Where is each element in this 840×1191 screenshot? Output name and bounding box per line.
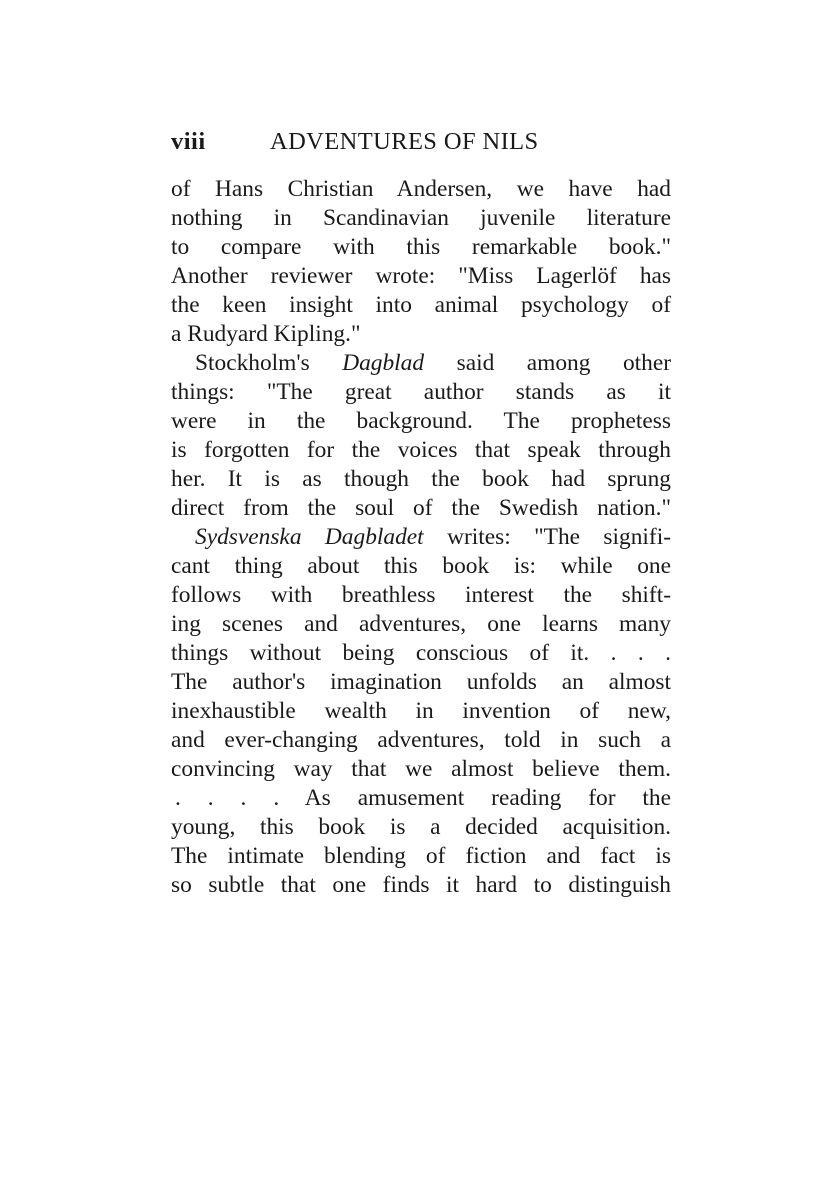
text-segment: follows with breathless interest the shift- (171, 582, 671, 608)
text-segment: said among other (424, 350, 672, 376)
text-segment: ing scenes and adventures, one learns many (171, 611, 671, 637)
text-line (171, 697, 671, 726)
running-head (171, 126, 671, 158)
text-line (171, 523, 671, 552)
text-line (171, 871, 671, 900)
text-line (171, 175, 671, 204)
text-segment: is forgotten for the voices that speak through (171, 437, 671, 463)
text-line (171, 262, 671, 291)
text-segment: . . . . As amusement reading for the (175, 785, 671, 811)
text-line (171, 494, 671, 523)
text-segment: so subtle that one finds it hard to distinguish (171, 872, 671, 898)
text-segment: direct from the soul of the Swedish nation." (171, 495, 671, 521)
text-segment: a Rudyard Kipling." (171, 321, 361, 347)
book-page (171, 0, 671, 1191)
italic-title-dagblad: Dagblad (342, 350, 425, 376)
text-line (171, 291, 671, 320)
text-line (171, 552, 671, 581)
text-line (171, 204, 671, 233)
text-line (171, 407, 671, 436)
text-line (171, 842, 671, 871)
text-line (171, 726, 671, 755)
body-text (171, 175, 671, 900)
text-line (171, 320, 671, 349)
text-line (171, 233, 671, 262)
text-segment: and ever-changing adventures, told in such a (171, 727, 671, 753)
text-line (171, 465, 671, 494)
text-segment: nothing in Scandinavian juvenile literature (171, 205, 671, 231)
text-line (171, 784, 671, 813)
text-line (171, 610, 671, 639)
text-segment: convincing way that we almost believe them. (171, 756, 671, 782)
text-line (171, 813, 671, 842)
running-title: ADVENTURES OF NILS (270, 128, 539, 155)
page-number: viii (171, 128, 206, 155)
text-segment: young, this book is a decided acquisition. (171, 814, 671, 840)
text-segment: things without being conscious of it. . . . (171, 640, 671, 666)
text-segment: The author's imagination unfolds an almost (171, 669, 671, 695)
text-line (171, 378, 671, 407)
text-segment: writes: "The signifi- (423, 524, 671, 550)
text-line (171, 581, 671, 610)
text-segment: The intimate blending of fiction and fact is (171, 843, 671, 869)
text-segment: Stockholm's (195, 350, 343, 376)
text-segment: of Hans Christian Andersen, we have had (171, 176, 671, 202)
text-segment: inexhaustible wealth in invention of new, (171, 698, 671, 724)
text-segment: her. It is as though the book had sprung (171, 466, 671, 492)
italic-title-sydsvenska: Sydsvenska Dagbladet (195, 524, 424, 550)
text-line (171, 349, 671, 378)
text-segment: were in the background. The prophetess (171, 408, 671, 434)
text-line (171, 436, 671, 465)
text-segment: the keen insight into animal psychology of (171, 292, 671, 318)
text-segment: to compare with this remarkable book." (171, 234, 671, 260)
text-segment: Another reviewer wrote: "Miss Lagerlöf has (171, 263, 671, 289)
text-line (171, 755, 671, 784)
text-segment: things: "The great author stands as it (171, 379, 671, 405)
text-line (171, 668, 671, 697)
text-line (171, 639, 671, 668)
text-segment: cant thing about this book is: while one (171, 553, 671, 579)
